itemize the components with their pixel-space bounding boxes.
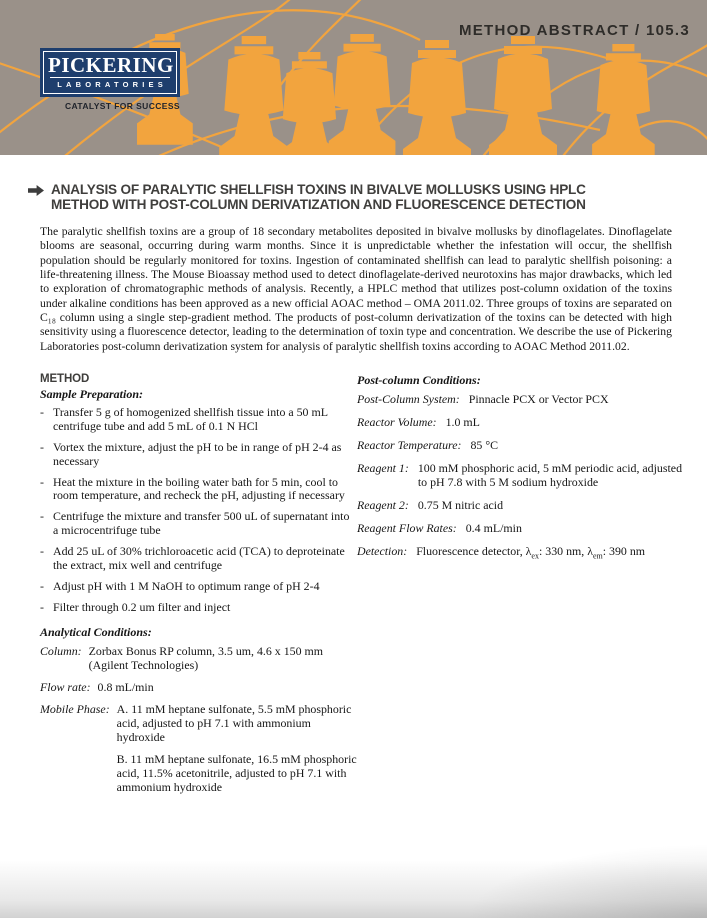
condition-row-reagent-1 <box>357 461 690 489</box>
condition-value: 0.8 mL/min <box>97 679 154 694</box>
post-column-heading: Post-column Conditions: <box>357 372 481 387</box>
condition-label: Post-Column System: <box>357 391 460 406</box>
fire-hydrant-icon <box>137 34 655 155</box>
condition-label: Reactor Volume: <box>357 414 437 429</box>
condition-label: Reagent Flow Rates: <box>357 520 457 535</box>
condition-value: 0.4 mL/min <box>465 520 522 535</box>
dash-bullet: - <box>40 544 44 559</box>
condition-label: Reagent 2: <box>357 497 409 512</box>
document-body <box>0 182 707 810</box>
logo-wordmark: PICKERING <box>48 53 174 77</box>
condition-row-mobile-phase <box>40 702 357 802</box>
logo-frame <box>43 51 177 94</box>
arrow-bullet-icon <box>28 185 44 196</box>
prep-step-text: Heat the mixture in the boiling water bath for 5 min, cool to room temperature, and recheck the pH, adjusting if necessary <box>53 474 345 503</box>
page-title-line2: METHOD WITH POST-COLUMN DERIVATIZATION AND FLUORESCENCE DETECTION <box>51 197 586 213</box>
condition-value: 0.75 M nitric acid <box>417 497 504 512</box>
prep-step-text: Centrifuge the mixture and transfer 500 uL of supernatant into a microcentrifuge tube <box>53 509 350 538</box>
prep-step-text: Filter through 0.2 um filter and inject <box>53 599 231 614</box>
mobile-phase-a: A. 11 mM heptane sulfonate, 5.5 mM phosphoric acid, adjusted to pH 7.1 with ammonium hydroxide <box>116 701 352 744</box>
dash-bullet: - <box>40 509 44 524</box>
prep-step-text: Adjust pH with 1 M NaOH to optimum range of pH 2-4 <box>53 578 320 593</box>
condition-value: Zorbax Bonus RP column, 3.5 um, 4.6 x 150 mm (Agilent Technologies) <box>88 643 324 672</box>
abstract-paragraph: The paralytic shellfish toxins are a group of 18 secondary metabolites deposited in bivalve mollusks by dinoflagelates. Dinoflagelate blooms are seasonal, occurring during warm months. Since it is unpredictable whether the infestation will occur, the shellfish population should be regularly monitored for toxins. Ingestion of contaminated shellfish can lead to paralytic shellfish poisoning: a life-threatening illness. The Mouse Bioassay method used to detect dinoflagelate-derived neurotoxins has major drawbacks, which led to exploration of chromatographic methods of analysis. Recently, a HPLC method that utilizes post-column oxidation of the toxins under alkaline conditions has been approved as a new official AOAC method – OMA 2011.02. Three groups of toxins are separated on C₁₈ column using a single step-gradient method. The products of post-column derivatization of the toxins can be detected with high sensitivity using a fluorescence detector, leading to the determination of toxin type and concentration. We describe the use of Pickering Laboratories post-column derivatization system for analysis of paralytic shellfish toxins according to AOAC Method 2011.02. <box>40 224 672 353</box>
method-heading: METHOD <box>40 372 90 385</box>
dash-bullet: - <box>40 404 44 419</box>
prep-step-text: Transfer 5 g of homogenized shellfish tissue into a 50 mL centrifuge tube and add 5 mL of 0.1 N HCl <box>53 404 328 433</box>
prep-step <box>40 441 357 469</box>
condition-row-system <box>357 392 690 406</box>
post-column-section <box>357 373 690 810</box>
detection-text: Fluorescence detector, λ <box>416 543 532 558</box>
logo-subtitle: LABORATORIES <box>57 80 167 89</box>
lambda-em-subscript: em <box>592 551 603 561</box>
condition-value: 85 °C <box>470 437 499 452</box>
dash-bullet: - <box>40 578 44 593</box>
prep-step <box>40 476 357 504</box>
logo-divider <box>50 77 170 78</box>
prep-step-text: Add 25 uL of 30% trichloroacetic acid (TCA) to deproteinate the extract, mix well and centrifuge <box>53 544 345 573</box>
prep-step-text: Vortex the mixture, adjust the pH to be in range of pH 2-4 as necessary <box>53 439 342 468</box>
mobile-phase-b: B. 11 mM heptane sulfonate, 16.5 mM phosphoric acid, 11.5% acetonitrile, adjusted to pH 7.1 with ammonium hydroxide <box>116 751 357 794</box>
dash-bullet: - <box>40 599 44 614</box>
page-corner-shadow <box>447 838 707 918</box>
dash-bullet: - <box>40 439 44 454</box>
condition-value: 100 mM phosphoric acid, 5 mM periodic acid, adjusted to pH 7.8 with 5 M sodium hydroxide <box>417 460 683 489</box>
condition-row-flow-rate <box>40 680 357 694</box>
pickering-logo <box>40 48 180 97</box>
condition-row-reactor-volume <box>357 415 690 429</box>
page-bottom-shadow <box>0 860 707 918</box>
condition-row-reactor-temperature <box>357 438 690 452</box>
method-section <box>40 373 357 810</box>
condition-row-reagent-flow-rates <box>357 521 690 535</box>
condition-label: Mobile Phase: <box>40 701 110 716</box>
condition-label: Detection: <box>357 543 408 558</box>
condition-value: Pinnacle PCX or Vector PCX <box>468 391 609 406</box>
page-title <box>51 182 586 213</box>
prep-step <box>40 580 357 594</box>
sample-preparation-heading: Sample Preparation: <box>40 386 144 401</box>
condition-label: Reagent 1: <box>357 460 409 475</box>
condition-row-column <box>40 644 357 672</box>
analytical-conditions-heading: Analytical Conditions: <box>40 624 152 639</box>
detection-text: : 330 nm, λ <box>538 543 593 558</box>
prep-step <box>40 510 357 538</box>
condition-row-reagent-2 <box>357 498 690 512</box>
prep-step <box>40 601 357 615</box>
masthead <box>0 0 707 155</box>
detection-text: : 390 nm <box>602 543 646 558</box>
condition-row-detection <box>357 543 690 561</box>
condition-label: Reactor Temperature: <box>357 437 462 452</box>
condition-value <box>117 702 357 802</box>
title-block <box>28 182 690 213</box>
condition-value <box>416 543 690 561</box>
prep-step <box>40 406 357 434</box>
logo-tagline: CATALYST FOR SUCCESS <box>64 101 180 111</box>
page-title-line1: ANALYSIS OF PARALYTIC SHELLFISH TOXINS IN BIVALVE MOLLUSKS USING HPLC <box>51 182 586 197</box>
dash-bullet: - <box>40 474 44 489</box>
conditions-columns <box>40 373 690 810</box>
condition-value: 1.0 mL <box>445 414 480 429</box>
method-abstract-badge: METHOD ABSTRACT / 105.3 <box>458 22 690 39</box>
condition-label: Column: <box>40 643 82 658</box>
prep-step <box>40 545 357 573</box>
condition-label: Flow rate: <box>40 679 91 694</box>
lambda-ex-subscript: ex <box>531 551 539 561</box>
